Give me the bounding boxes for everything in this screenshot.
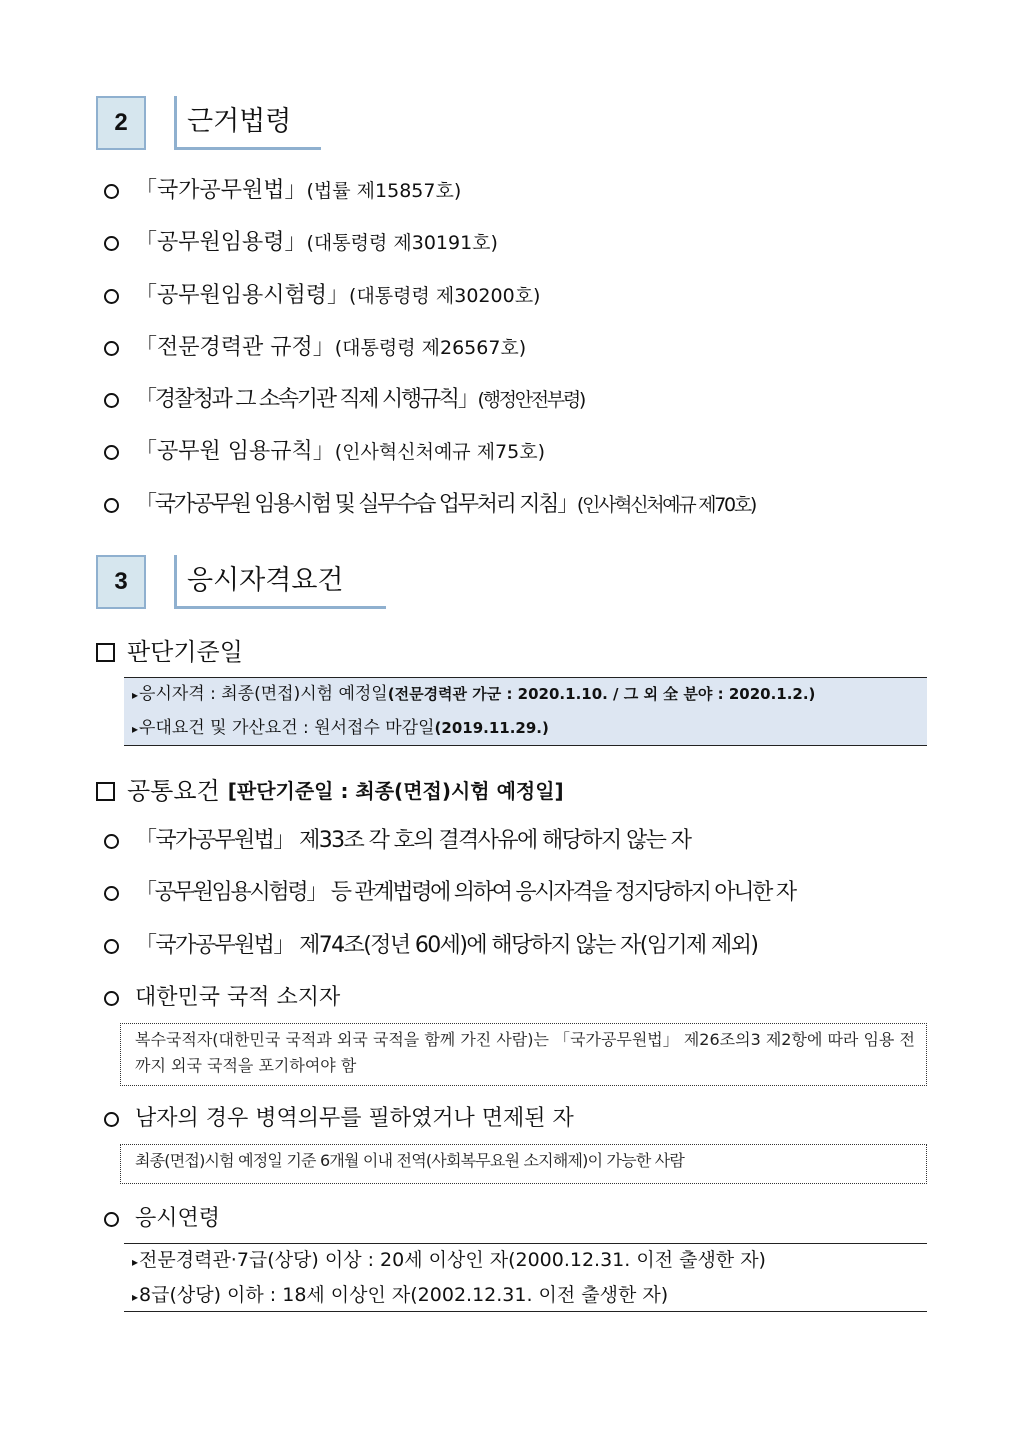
criteria-date: (2019.11.29.) [434,719,549,737]
common-item [104,931,757,961]
circle-bullet-icon [104,939,119,954]
law-note: (법률 제15857호) [306,180,462,202]
common-heading-criteria: [판단기준일 : 최종(면접)시험 예정일] [227,779,564,803]
criteria-line [124,678,927,712]
criteria-line [124,712,927,746]
circle-bullet-icon [104,498,119,513]
circle-bullet-icon [104,445,119,460]
common-heading-text: 공통요건 [127,777,220,805]
law-item [104,176,461,206]
nationality-note: 복수국적자(대한민국 국적과 외국 국적을 함께 가진 사람)는 「국가공무원법」 제26조의3 제2항에 따라 임용 전까지 외국 국적을 포기하여야 함 [120,1023,927,1086]
circle-bullet-icon [104,236,119,251]
square-bullet-icon [96,782,115,801]
age-text: 전문경력관·7급(상당) 이상 : 20세 이상인 자(2000.12.31. 이전 출생한 자) [139,1249,766,1271]
triangle-bullet-icon: ▸ [132,1255,139,1269]
circle-bullet-icon [104,341,119,356]
circle-bullet-icon [104,289,119,304]
common-item [104,983,340,1013]
common-item [104,826,690,856]
common-item-text: 응시연령 [135,1206,221,1231]
age-line [124,1279,927,1314]
circle-bullet-icon [104,1212,119,1227]
law-name: 「국가공무원법」 [135,178,307,203]
common-item-text: 「공무원임용시험령」 등 관계법령에 의하여 응시자격을 정지당하지 아니한 자 [135,880,795,905]
circle-bullet-icon [104,184,119,199]
law-note: (대통령령 제30200호) [349,285,541,307]
section-number: 2 [96,96,146,150]
common-item [104,1104,574,1134]
circle-bullet-icon [104,393,119,408]
age-text: 8급(상당) 이하 : 18세 이상인 자(2002.12.31. 이전 출생한 자) [139,1284,669,1306]
circle-bullet-icon [104,991,119,1006]
law-name: 「공무원 임용규칙」 [135,439,335,464]
military-note: 최종(면접)시험 예정일 기준 6개월 이내 전역(사회복무요원 소지해제)이 가능한 사람 [120,1144,927,1184]
circle-bullet-icon [104,1112,119,1127]
law-name: 「공무원임용시험령」 [135,283,350,308]
circle-bullet-icon [104,886,119,901]
law-note: (대통령령 제30191호) [306,232,498,254]
law-item [104,281,540,311]
triangle-bullet-icon: ▸ [132,1290,139,1304]
law-note: (인사혁신처예규 제70호) [576,494,755,516]
law-note: (행정안전부령) [477,389,585,411]
criteria-heading-text: 판단기준일 [127,638,243,666]
law-item [104,228,498,258]
law-note: (인사혁신처예규 제75호) [334,441,545,463]
section-title: 응시자격요건 [174,555,386,609]
criteria-heading [96,636,243,668]
triangle-bullet-icon: ▸ [132,722,139,736]
common-item-text: 남자의 경우 병역의무를 필하였거나 면제된 자 [135,1106,574,1131]
law-item [104,490,755,520]
law-name: 「국가공무원 임용시험 및 실무수습 업무처리 지침」 [135,492,577,517]
law-note: (대통령령 제26567호) [334,337,527,359]
criteria-text: 응시자격 : 최종(면접)시험 예정일 [139,684,388,704]
common-item-text: 대한민국 국적 소지자 [135,985,341,1010]
law-name: 「경찰청과 그 소속기관 직제 시행규칙」 [135,387,478,412]
age-box [124,1243,927,1312]
age-line [124,1244,927,1279]
law-name: 「전문경력관 규정」 [135,335,335,360]
criteria-box [124,677,927,746]
law-item [104,437,545,467]
common-item-text: 「국가공무원법」 제33조 각 호의 결격사유에 해당하지 않는 자 [135,828,691,853]
common-item [104,1204,220,1234]
section-number: 3 [96,555,146,609]
law-item [104,333,526,363]
circle-bullet-icon [104,834,119,849]
law-name: 「공무원임용령」 [135,230,307,255]
common-item [104,878,795,908]
common-item-text: 「국가공무원법」 제74조(정년 60세)에 해당하지 않는 자(임기제 제외) [135,933,758,958]
law-item [104,385,584,415]
criteria-date: (전문경력관 가군 : 2020.1.10. / 그 외 全 분야 : 2020.1.2.) [387,685,816,703]
criteria-text: 우대요건 및 가산요건 : 원서접수 마감일 [139,718,435,738]
square-bullet-icon [96,643,115,662]
common-heading [96,775,564,807]
section-title: 근거법령 [174,96,321,150]
triangle-bullet-icon: ▸ [132,688,139,702]
